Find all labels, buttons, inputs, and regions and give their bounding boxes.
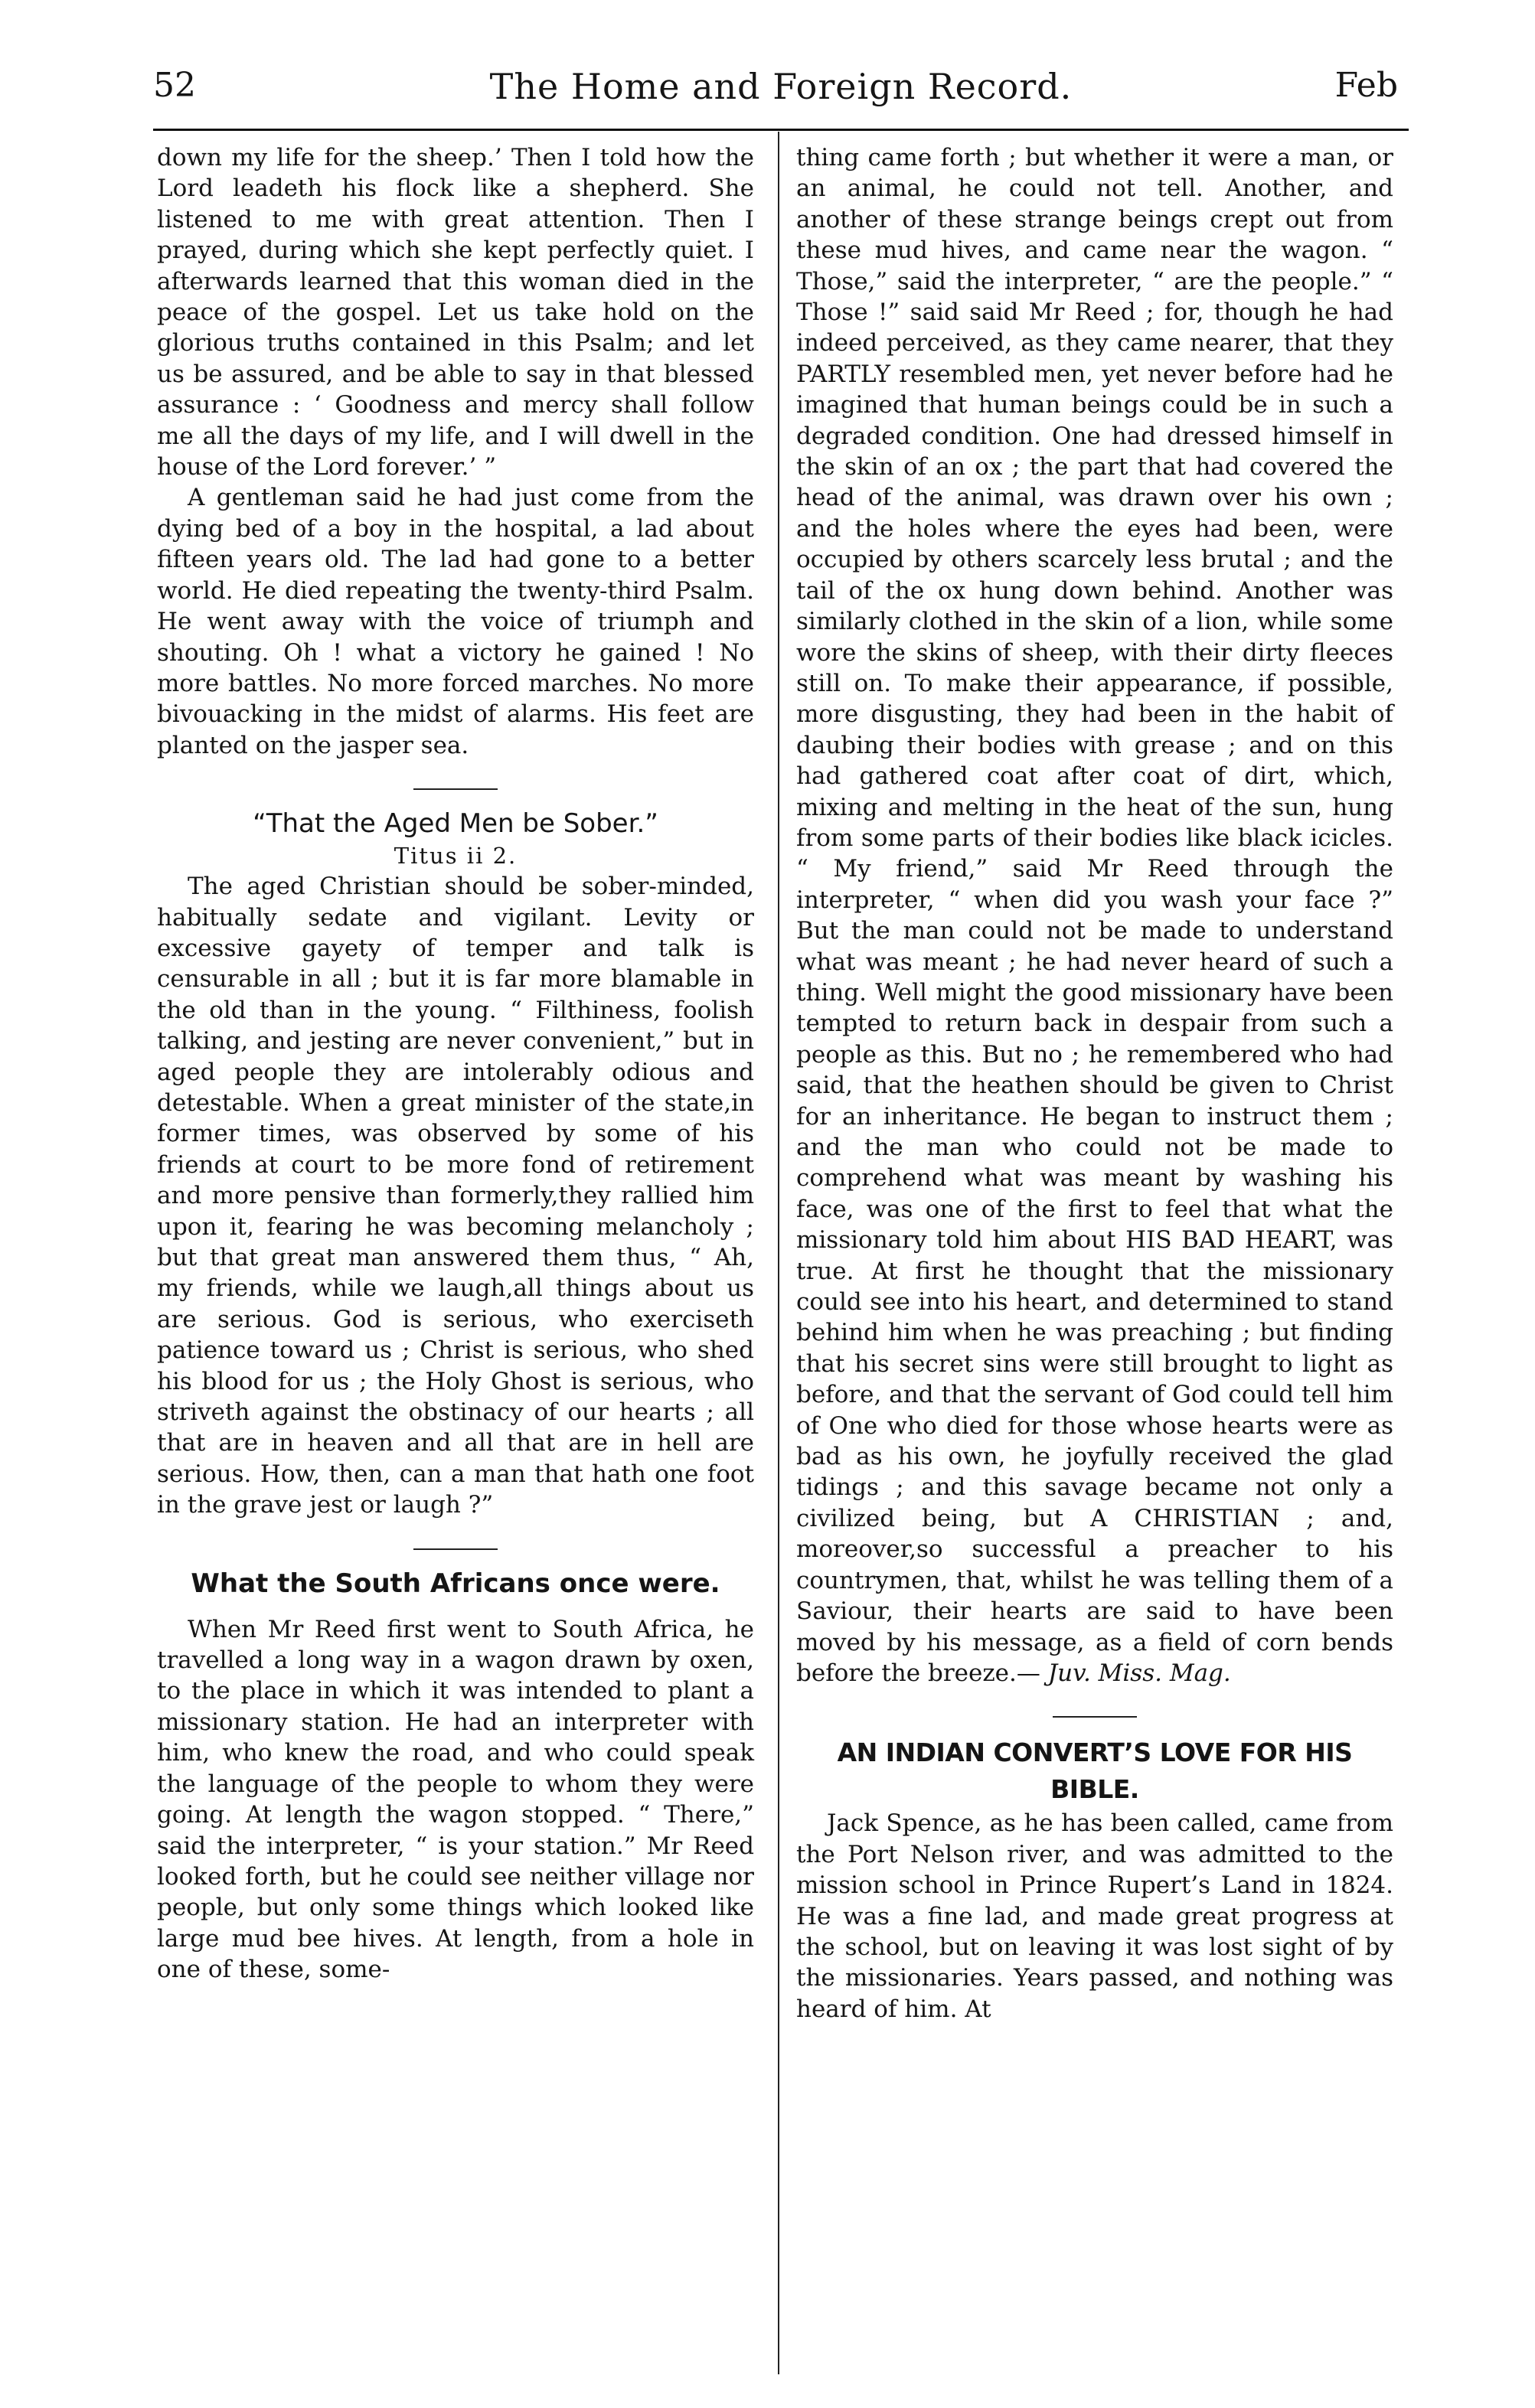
continued-paragraph-south-africans xyxy=(796,142,1393,1689)
section-divider xyxy=(413,788,498,790)
paragraph-dying-boy: A gentleman said he had just come from the dying bed of a boy in the hospital, a lad about fifteen years old. The lad had gone to a better world. He died repeating the twenty-third Psalm. He went away with the voice of triumph and shouting. Oh ! what a victory he gained ! No more battles. No more forced marches. No more bivouacking in the midst of alarms. His feet are planted on the jasper sea. xyxy=(157,484,754,759)
section-divider xyxy=(1053,1716,1137,1718)
right-column xyxy=(796,142,1393,2025)
left-column xyxy=(157,142,754,1985)
section-divider xyxy=(413,1548,498,1550)
article-body-indian-convert: Jack Spence, as he has been called, came from the Port Nelson river, and was admitted to the mission school in Prince Rupert’s Land in 1824. He was a fine lad, and made great progress at the school, but on leaving it was lost sight of by the missionaries. Years passed, and nothing was heard of him. At xyxy=(796,1809,1393,2023)
article-body-aged-men: The aged Christian should be sober-minded, habitually sedate and vigilant. Levity or excessive gayety of temper and talk is censurable in all ; but it is far more blamable in the old than in the young. “ Filthiness, foolish talking, and jesting are never convenient,” but in aged people they are intolerably odious and detestable. When a great minister of the state,in former times, was observed by some of his friends at court to be more fond of retirement and more pensive than formerly,they rallied him upon it, fearing he was becoming melancholy ; but that great man answered them thus, “ Ah, my friends, while we laugh,all things about us are serious. God is serious, who exerciseth patience toward us ; Christ is serious, who shed his blood for us ; the Holy Ghost is serious, who striveth against the obstinacy of our hearts ; all that are in heaven and all that are in hell are serious. How, then, can a man that hath one foot in the grave jest or laugh ?” xyxy=(157,873,754,1519)
south-africans-continuation: thing came forth ; but whether it were a man, or an animal, he could not tell. Another, and another of these strange beings crept out from these mud hives, and came near the wagon. “ Those,” said the interpreter, “ are the people.” “ Those !” said said Mr Reed ; for, though he had indeed perceived, as they came nearer, that they PARTLY resembled men, yet never before had he imagined that human beings could be in such a degraded condition. One had dressed himself in the skin of an ox ; the part that had covered the head of the animal, was drawn over his own ; and the holes where the eyes had been, were occupied by others scarcely less brutal ; and the tail of the ox hung down behind. Another was similarly clothed in the skin of a lion, while some wore the skins of sheep, with their dirty fleeces still on. To make their appearance, if possible, more disgusting, they had been in the habit of daubing their bodies with grease ; and on this had gathered coat after coat of dirt, which, mixing and melting in the heat of the sun, hung from some parts of their bodies like black icicles. “ My friend,” said Mr Reed through the interpreter, “ when did you wash your face ?” But the man could not be made to understand what was meant ; he had never heard of such a thing. Well might the good missionary have been tempted to return back in despair from such a people as this. But no ; he remembered who had said, that the heathen should be given to Christ for an inheritance. He began to instruct them ; and the man who could not be made to comprehend what was meant by washing his face, was one of the first to feel that what the missionary told him about HIS BAD HEART, was true. At first he thought that the missionary could see into his heart, and determined to stand behind him when he was preaching ; but finding that his secret sins were still brought to light as before, and that the servant of God could tell him of One who died for those whose hearts were as bad as his own, he joyfully received the glad tidings ; and this savage became not only a civilized being, but A CHRISTIAN ; and, moreover,so successful a preacher to his countrymen, that, whilst he was telling them of a Saviour, their hearts are said to have been moved by his message, as a field of corn bends before the breeze.— xyxy=(796,144,1393,1687)
article-title-aged-men: “That the Aged Men be Sober.” xyxy=(253,808,658,840)
source-citation: Juv. Miss. Mag. xyxy=(1047,1659,1231,1687)
running-header xyxy=(153,66,1409,127)
header-rule xyxy=(153,129,1409,131)
article-title-south-africans: What the South Africans once were. xyxy=(191,1568,720,1599)
continued-paragraph: down my life for the sheep.’ Then I told how the Lord leadeth his flock like a shepherd. She listened to me with great attention. Then I prayed, during which she kept perfectly quiet. I afterwards learned that this woman died in the peace of the gospel. Let us take hold on the glorious truths contained in this Psalm; and let us be assured, and be able to say in that blessed assurance : ‘ Goodness and mercy shall follow me all the days of my life, and I will dwell in the house of the Lord forever.’ ” xyxy=(157,144,754,481)
page-number: 52 xyxy=(153,66,196,105)
column-divider xyxy=(778,132,779,2374)
article-body-south-africans: When Mr Reed first went to South Africa, he travelled a long way in a wagon drawn by oxen, to the place in which it was intended to plant a missionary station. He had an interpreter with him, who knew the road, and who could speak the language of the people to whom they were going. At length the wagon stopped. “ There,” said the interpreter, “ is your station.” Mr Reed looked forth, but he could see neither village nor people, but only some things which looked like large mud bee hives. At length, from a hole in one of these, some- xyxy=(157,1615,754,1984)
journal-title: The Home and Foreign Record. xyxy=(489,66,1073,107)
article-subtitle-titus: Titus ii 2. xyxy=(394,843,518,870)
issue-month: Feb xyxy=(1334,66,1398,105)
article-title-indian-convert: AN INDIAN CONVERT’S LOVE FOR HIS BIBLE. xyxy=(837,1737,1353,1805)
